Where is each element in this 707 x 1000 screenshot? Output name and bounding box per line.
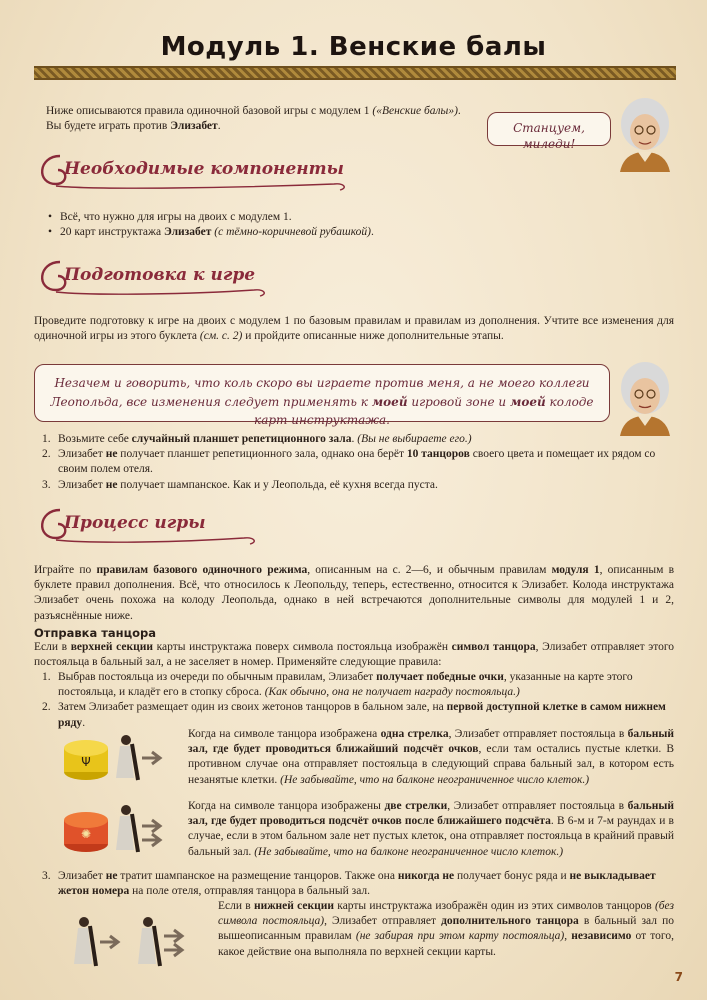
dancing-couple-icon [138,917,160,966]
dancing-couple-icon [116,805,138,852]
dancing-couple-icon [74,917,96,966]
dancer-rules-list-continued [34,869,674,899]
svg-text:✺: ✺ [80,827,92,841]
arrow-icon [164,944,182,956]
yellow-token-icon [64,740,108,780]
list-item: • 20 карт инструктажа Элизабет (с тёмно-коричневой рубашкой). [46,225,666,240]
list-item: 2. Затем Элизабет размещает один из своих жетонов танцоров в бальном зале, на первой доступной клетке в самом нижнем ряду. [42,701,666,729]
elderly-lady-portrait-icon [612,352,678,436]
section-heading-setup: Подготовка к игре [34,256,274,300]
page-number: 7 [674,970,683,985]
arrow-icon [142,752,160,764]
dancer-paragraph: Если в верхней секции карты инструктажа поверх символа постояльца изображён символ танцора, Элизабет отправляет этого постояльца в бальный зал, а не заселяет в номер. Применяйте следующие правила: [34,641,675,669]
speech-bubble-setup: Незачем и говорить, что коль скоро вы играете против меня, а не моего коллеги Леопольда, все изменения следует применять к моей игровой зоне и моей колоде карт инструктажа. [34,364,610,422]
page-title: Модуль 1. Венские балы [160,32,547,62]
list-item: 1. Возьмите себе случайный планшет репетиционного зала. (Вы не выбираете его.) [42,433,472,445]
list-item: 3. Элизабет не получает шампанское. Как и у Леопольда, её кухня всегда пуста. [42,478,438,491]
dancing-couple-icon [116,735,138,780]
svg-text:Ψ: Ψ [81,755,91,769]
list-item: 3. Элизабет не тратит шампанское на размещение танцоров. Также она никогда не получает бонус ряда и не выкладывает жетон номера на поле отеля, отправляя танцора в бальный зал. [42,870,656,898]
two-arrows-paragraph: Когда на символе танцора изображены две стрелки, Элизабет отправляет постояльца в бальный зал, где будет проводиться подсчёт очков после ближайшего подсчёта. В 6-м и 7-м раундах и в случае, если в этом бальном зале нет пустых клеток, она отправляет постояльца в крайний правый бальный зал. (Не забывайте, что на балконе неограниченное число клеток.) [188,800,674,858]
dancer-rules-list [34,670,674,731]
intro-paragraph: Ниже описываются правила одиночной базовой игры с модулем 1 («Венские балы»). Вы будете играть против Элизабет. [46,105,461,133]
dancer-one-arrow-illustration [60,730,170,790]
list-item: 2. Элизабет не получает планшет репетиционного зала, однако она берёт 10 танцоров своего цвета и помещает их рядом со своим полем отеля. [42,448,656,476]
subheading-dancer: Отправка танцора [34,626,157,640]
setup-paragraph: Проведите подготовку к игре на двоих с модулем 1 по базовым правилам и правилам из дополнения. Учтите все изменения для одиночной игры из этого буклета (см. с. 2) и пройдите описанные ниже дополнительные этапы. [34,315,674,343]
section-heading-process: Процесс игры [34,504,264,548]
setup-steps-list [34,432,674,493]
dancer-two-arrows-illustration [60,800,180,862]
arrow-icon [142,820,160,832]
components-list [46,210,666,240]
speech-bubble-dance: Станцуем, миледи! [487,112,611,146]
lower-section-paragraph: Если в нижней секции карты инструктажа изображён один из этих символов танцоров (без символа постояльца), Элизабет отправляет дополнительного танцора в бальный зал по вышеописанным правилам (не забирая при этом карту постояльца), независимо от того, какое действие она выполняла по верхней секции карты. [218,900,674,958]
list-item: 1. Выбрав постояльца из очереди по обычным правилам, Элизабет получает победные очки, указанные на карте этого постояльца, и кладёт его в стопку сброса. (Как обычно, она не получает награду постояльца.) [42,671,633,699]
title-ornament-band [34,66,676,80]
arrow-icon [164,930,182,942]
list-item: • Всё, что нужно для игры на двоих с модулем 1. [46,210,666,225]
lower-section-dancers-illustration [68,912,208,974]
section-heading-components: Необходимые компоненты [34,150,354,194]
arrow-icon [100,936,118,948]
arrow-icon [142,834,160,846]
elderly-lady-portrait-icon [612,88,678,172]
red-token-icon [64,812,108,852]
one-arrow-paragraph: Когда на символе танцора изображена одна стрелка, Элизабет отправляет постояльца в бальный зал, где будет проводиться ближайший подсчёт очков, если там остались пустые клетки. В противном случае она отправляет постояльца в следующий справа бальный зал, в котором есть незанятые клетки. (Не забывайте, что на балконе неограниченное число клеток.) [188,728,674,786]
process-paragraph: Играйте по правилам базового одиночного режима, описанным на с. 2—6, и обычным правилам модуля 1, описанным в буклете правил дополнения. Всё, что относилось к Леопольду, теперь, естественно, относится к Элизабет. Колода инструктажа Элизабет очень похожа на колоду Леопольда, однако в ней встречаются дополнительные символы для модулей 1 и 2, разъяснённые ниже. [34,564,674,622]
